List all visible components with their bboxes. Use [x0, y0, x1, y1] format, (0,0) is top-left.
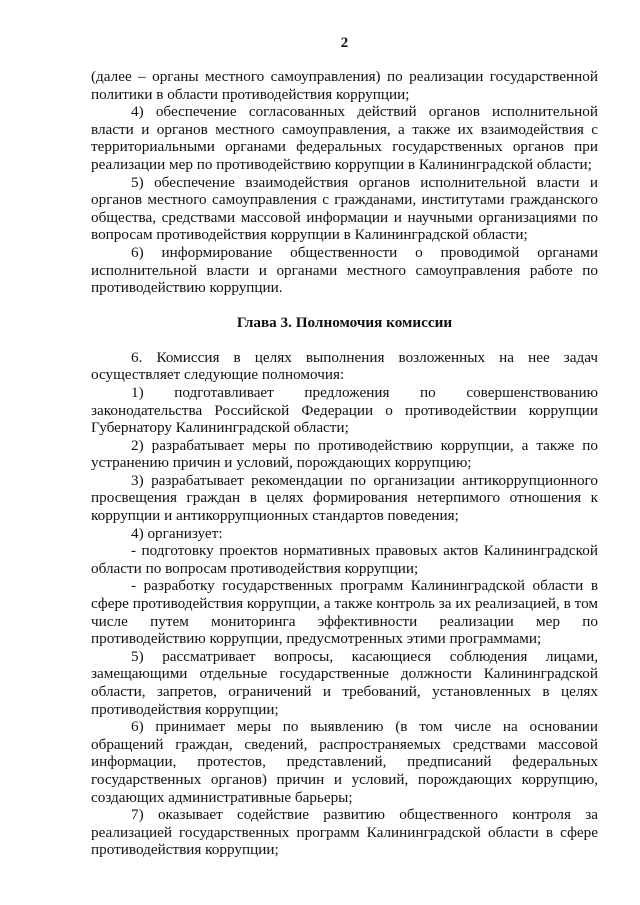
intro-section [91, 68, 598, 297]
paragraph: 6) принимает меры по выявлению (в том числе на основании обращений граждан, сведений, распространяемых средствами массовой информации, протестов, представлений, предписаний федеральных государственных органов) причин и условий, порождающих коррупцию, создающих административные барьеры; [91, 718, 598, 806]
paragraph: - подготовку проектов нормативных правовых актов Калининградской области по вопросам противодействия коррупции; [91, 542, 598, 577]
paragraph: 4) обеспечение согласованных действий органов исполнительной власти и органов местного самоуправления, а также их взаимодействия с территориальными органами федеральных государственных органов при реализации мер по противодействию коррупции в Калининградской области; [91, 103, 598, 173]
paragraph: - разработку государственных программ Калининградской области в сфере противодействия коррупции, а также контроль за их реализацией, в том числе путем мониторинга эффективности реализации мер по противодействию коррупции, предусмотренных этими программами; [91, 577, 598, 648]
paragraph: 6. Комиссия в целях выполнения возложенных на нее задач осуществляет следующие полномочия: [91, 348, 598, 384]
page-number: 2 [340, 35, 349, 51]
paragraph: 5) обеспечение взаимодействия органов исполнительной власти и органов местного самоуправления с гражданами, институтами гражданского общества, средствами массовой информации и научными организациями по вопросам противодействия коррупции в Калининградской области; [91, 173, 598, 244]
chapter-heading: Глава 3. Полномочия комиссии [236, 313, 453, 331]
paragraph: (далее – органы местного самоуправления) по реализации государственной политики в области противодействия коррупции; [91, 68, 598, 103]
powers-section [91, 349, 598, 859]
paragraph: 5) рассматривает вопросы, касающиеся соблюдения лицами, замещающими отдельные государственные должности Калининградской области, запретов, ограничений и требований, установленных в целях противодействия коррупции; [91, 647, 598, 718]
paragraph: 3) разрабатывает рекомендации по организации антикоррупционного просвещения граждан в целях формирования нетерпимого отношения к коррупции и антикоррупционных стандартов поведения; [91, 471, 598, 525]
paragraph: 2) разрабатывает меры по противодействию коррупции, а также по устранению причин и условий, порождающих коррупцию; [91, 436, 598, 472]
paragraph: 6) информирование общественности о проводимой органами исполнительной власти и органами местного самоуправления работе по противодействию коррупции. [91, 243, 598, 297]
paragraph: 1) подготавливает предложения по совершенствованию законодательства Российской Федерации о противодействии коррупции Губернатору Калининградской области; [91, 383, 598, 437]
paragraph: 4) организует: [131, 524, 223, 542]
paragraph: 7) оказывает содействие развитию общественного контроля за реализацией государственных программ Калининградской области в сфере противодействия коррупции; [91, 806, 598, 859]
